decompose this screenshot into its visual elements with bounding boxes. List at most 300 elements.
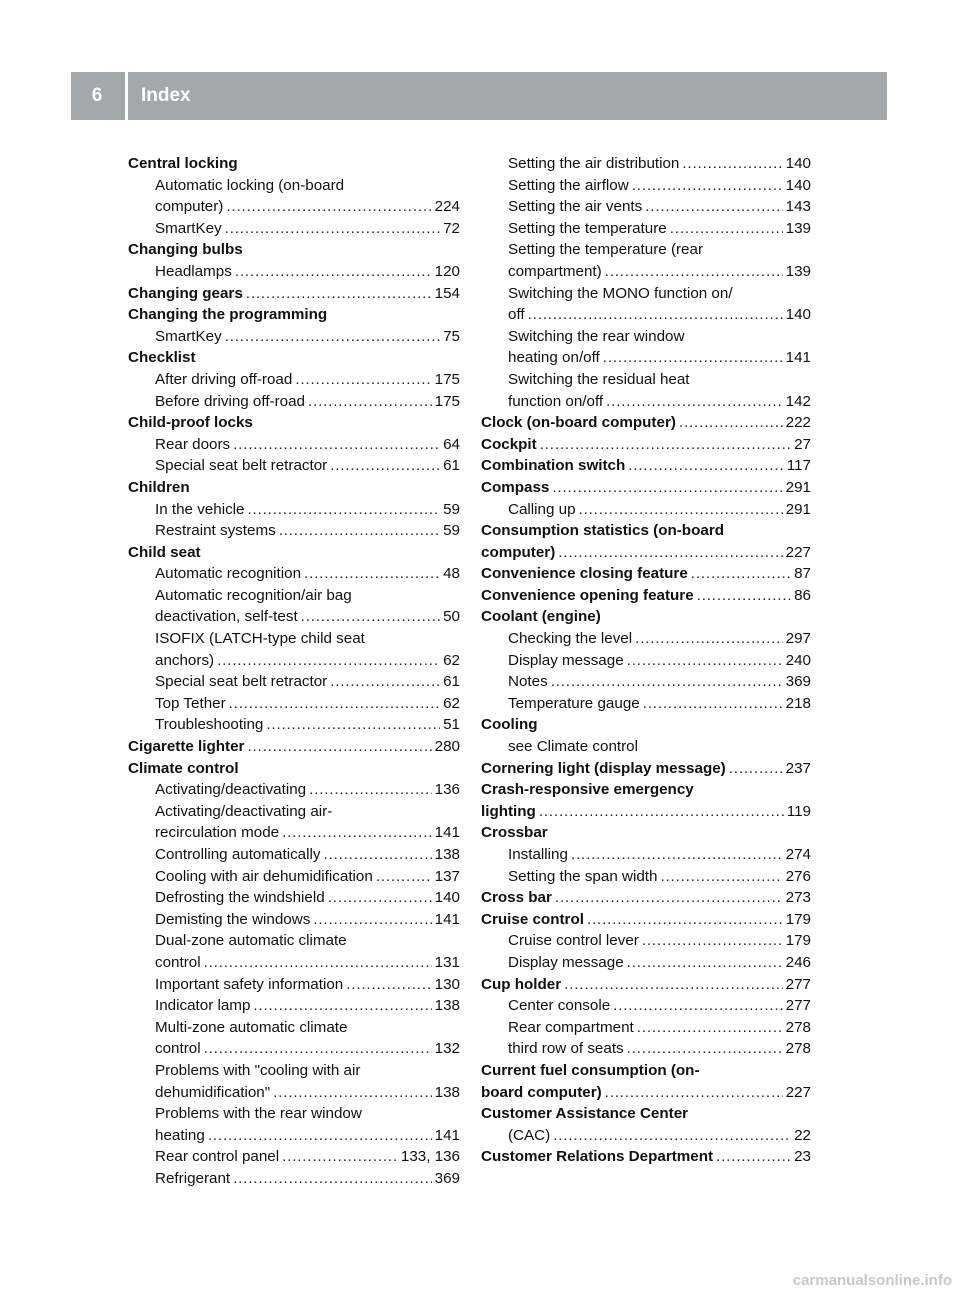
page-reference[interactable]: 246 [785, 953, 811, 971]
dot-leader [697, 585, 791, 607]
index-subentry [128, 887, 460, 909]
page-reference[interactable]: 276 [785, 867, 811, 885]
entry-text: Setting the airflow [508, 176, 629, 194]
index-subentry [128, 693, 460, 715]
dot-leader [204, 1038, 432, 1060]
index-subentry [128, 1146, 460, 1168]
header-divider [125, 72, 128, 120]
entry-text: Setting the air vents [508, 198, 643, 216]
page-number: 6 [91, 85, 103, 106]
index-subentry [128, 218, 460, 240]
dot-leader [313, 909, 431, 931]
page-reference[interactable]: 175 [434, 370, 460, 388]
entry-text: Activating/deactivating air- [155, 802, 333, 820]
page-reference[interactable]: 140 [785, 155, 811, 172]
dot-leader [204, 952, 432, 974]
dot-leader [613, 995, 783, 1017]
page-reference[interactable]: 278 [785, 1040, 811, 1058]
index-subentry [128, 1082, 460, 1104]
page-reference[interactable]: 130 [434, 975, 460, 993]
entry-text: Cooling with air dehumidification [155, 867, 373, 885]
index-entry [481, 758, 811, 780]
dot-leader [552, 477, 782, 499]
page-reference[interactable]: 59 [443, 500, 460, 518]
page-reference[interactable]: 138 [434, 1083, 460, 1101]
index-subentry [481, 736, 811, 758]
page-reference[interactable]: 61 [443, 673, 460, 691]
entry-text: Problems with the rear window [155, 1105, 362, 1123]
page-reference[interactable]: 278 [785, 1018, 811, 1036]
index-subentry [128, 434, 460, 456]
page-reference[interactable]: 75 [443, 327, 460, 345]
entry-text: Rear compartment [508, 1018, 634, 1036]
entry-text: ISOFIX (LATCH-type child seat [155, 630, 365, 648]
entry-text: Before driving off-road [155, 392, 305, 410]
index-subentry [128, 628, 460, 650]
index-subentry [128, 822, 460, 844]
entry-text: control [155, 1040, 201, 1058]
entry-text: Top Tether [155, 694, 226, 712]
entry-text: Switching the rear window [508, 327, 685, 345]
page-reference[interactable]: 138 [434, 846, 460, 863]
entry-text: computer) [481, 543, 556, 561]
entry-text: Consumption statistics (on-board [481, 522, 724, 540]
index-column-right [481, 153, 811, 1168]
page-reference[interactable]: 175 [434, 392, 460, 410]
page-reference[interactable]: 140 [785, 176, 811, 194]
entry-text: computer) [155, 198, 224, 216]
index-subentry [481, 196, 811, 218]
page-reference[interactable]: 27 [794, 435, 811, 453]
dot-leader [328, 887, 432, 909]
dot-leader [248, 499, 441, 521]
entry-text: Setting the air distribution [508, 155, 680, 172]
index-entry [128, 477, 460, 499]
dot-leader [309, 779, 432, 801]
page-reference[interactable]: 227 [785, 543, 811, 561]
entry-text: Crash-responsive emergency [481, 781, 694, 799]
index-entry [128, 542, 460, 564]
index-subentry [128, 844, 460, 866]
entry-text: In the vehicle [155, 500, 245, 518]
index-entry [481, 779, 811, 801]
index-subentry [481, 930, 811, 952]
entry-text: Defrosting the windshield [155, 889, 325, 907]
entry-text: Cigarette lighter [128, 738, 245, 756]
page-reference[interactable]: 240 [785, 651, 811, 669]
dot-leader [539, 801, 784, 823]
page-reference[interactable]: 61 [443, 457, 460, 475]
entry-text: Dual-zone automatic climate [155, 932, 347, 950]
index-entry [481, 1146, 811, 1168]
dot-leader [660, 866, 782, 888]
index-subentry [481, 628, 811, 650]
entry-text: Checklist [128, 349, 196, 367]
entry-text: SmartKey [155, 327, 222, 345]
page-reference[interactable]: 117 [786, 457, 811, 475]
page-reference[interactable]: 141 [434, 824, 460, 842]
page-reference[interactable]: 141 [434, 1126, 460, 1144]
entry-text: Clock (on-board computer) [481, 414, 676, 432]
page-reference[interactable]: 369 [785, 673, 811, 691]
index-entry [128, 736, 460, 758]
page-reference[interactable]: 277 [785, 997, 811, 1015]
index-subentry [128, 1168, 460, 1190]
entry-text: Children [128, 478, 190, 496]
dot-leader [627, 650, 783, 672]
entry-text: Cooling [481, 716, 538, 734]
dot-leader [716, 1146, 791, 1168]
dot-leader [603, 347, 783, 369]
page-reference[interactable]: 136 [434, 781, 460, 799]
index-subentry [128, 952, 460, 974]
dot-leader [233, 1168, 432, 1190]
index-subentry [128, 650, 460, 672]
header-bar [71, 72, 887, 120]
entry-text: Rear control panel [155, 1148, 280, 1166]
page-reference[interactable]: 62 [443, 694, 460, 712]
index-subentry [128, 1017, 460, 1039]
dot-leader [605, 1082, 783, 1104]
entry-text: board computer) [481, 1083, 602, 1101]
index-entry [481, 974, 811, 996]
index-subentry [481, 866, 811, 888]
index-subentry [128, 499, 460, 521]
entry-text: Setting the span width [508, 867, 658, 885]
page-reference[interactable]: 140 [434, 889, 460, 907]
entry-text: Customer Relations Department [481, 1148, 714, 1166]
index-subentry [481, 1125, 811, 1147]
entry-text: Automatic recognition/air bag [155, 586, 352, 604]
index-subentry [128, 671, 460, 693]
dot-leader [528, 304, 783, 326]
dot-leader [645, 196, 782, 218]
entry-text: Cup holder [481, 975, 562, 993]
page-reference[interactable]: 51 [443, 716, 460, 734]
entry-text: Compass [481, 478, 550, 496]
index-subentry [481, 218, 811, 240]
index-entry [481, 542, 811, 564]
page-reference[interactable]: 179 [785, 910, 811, 928]
index-subentry [481, 283, 811, 305]
dot-leader [330, 455, 440, 477]
entry-text: Demisting the windows [155, 910, 311, 928]
index-subentry [481, 175, 811, 197]
dot-leader [253, 995, 431, 1017]
index-subentry [128, 1103, 460, 1125]
entry-text: Automatic locking (on-board [155, 176, 345, 194]
page-reference[interactable]: 274 [785, 846, 811, 863]
entry-text: Activating/deactivating [155, 781, 307, 799]
page-reference[interactable]: 138 [434, 997, 460, 1015]
index-subentry [128, 391, 460, 413]
entry-text: Special seat belt retractor [155, 457, 328, 475]
dot-leader [247, 736, 431, 758]
dot-leader [304, 563, 440, 585]
entry-text: anchors) [155, 651, 215, 669]
index-subentry [128, 369, 460, 391]
dot-leader [346, 974, 431, 996]
index-subentry [128, 175, 460, 197]
index-subentry [128, 196, 460, 218]
page-reference[interactable]: 277 [785, 975, 811, 993]
entry-text: Combination switch [481, 457, 626, 475]
index-entry [481, 563, 811, 585]
entry-text: Customer Assistance Center [481, 1105, 689, 1123]
entry-text: (CAC) [508, 1126, 551, 1144]
index-entry [481, 1103, 811, 1125]
entry-text: Checking the level [508, 630, 633, 648]
index-subentry [128, 1038, 460, 1060]
dot-leader [246, 283, 432, 305]
entry-text: Indicator lamp [155, 997, 251, 1015]
dot-leader [308, 391, 432, 413]
entry-text: Refrigerant [155, 1169, 231, 1187]
dot-leader [301, 606, 440, 628]
entry-text: see Climate control [508, 738, 638, 756]
entry-text: Calling up [508, 500, 576, 518]
page-reference[interactable]: 133, 136 [400, 1148, 460, 1166]
index-subentry [128, 261, 460, 283]
dot-leader [670, 218, 783, 240]
dot-leader [682, 153, 782, 175]
page-reference[interactable]: 143 [785, 198, 811, 216]
dot-leader [540, 434, 791, 456]
page-reference[interactable]: 142 [785, 392, 811, 410]
dot-leader [606, 391, 783, 413]
page-reference[interactable]: 179 [785, 932, 811, 950]
entry-text: Setting the temperature [508, 219, 667, 237]
entry-text: Troubleshooting [155, 716, 264, 734]
entry-text: deactivation, self-test [155, 608, 298, 626]
index-entry [481, 585, 811, 607]
dot-leader [225, 218, 440, 240]
dot-leader [376, 866, 432, 888]
page-reference[interactable]: 62 [443, 651, 460, 669]
index-subentry [128, 909, 460, 931]
dot-leader [564, 974, 783, 996]
entry-text: Notes [508, 673, 548, 691]
entry-text: recirculation mode [155, 824, 280, 842]
entry-text: Convenience closing feature [481, 565, 688, 583]
entry-text: Changing bulbs [128, 241, 243, 259]
index-entry [481, 455, 811, 477]
page-title: Index [141, 85, 191, 106]
index-entry [481, 520, 811, 542]
entry-text: Cornering light (display message) [481, 759, 726, 777]
dot-leader [628, 455, 784, 477]
dot-leader [208, 1125, 432, 1147]
dot-leader [266, 714, 440, 736]
index-subentry [481, 347, 811, 369]
index-entry [481, 1082, 811, 1104]
index-entry [128, 758, 460, 780]
index-column-left [128, 153, 460, 1190]
entry-text: Cruise control [481, 910, 584, 928]
index-entry [481, 412, 811, 434]
page-reference[interactable]: 154 [434, 284, 460, 302]
page-reference[interactable]: 222 [785, 414, 811, 432]
entry-text: Special seat belt retractor [155, 673, 328, 691]
entry-text: Current fuel consumption (on- [481, 1061, 700, 1079]
page-reference[interactable]: 137 [434, 867, 460, 885]
page-reference[interactable]: 280 [434, 738, 460, 756]
index-entry [481, 1060, 811, 1082]
page-reference[interactable]: 140 [785, 306, 811, 324]
entry-text: Climate control [128, 759, 239, 777]
entry-text: dehumidification" [155, 1083, 271, 1101]
index-subentry [128, 606, 460, 628]
entry-text: Automatic recognition [155, 565, 302, 583]
index-subentry [128, 455, 460, 477]
entry-text: SmartKey [155, 219, 222, 237]
dot-leader [691, 563, 791, 585]
entry-text: Restraint systems [155, 522, 276, 540]
index-entry [128, 412, 460, 434]
dot-leader [229, 693, 440, 715]
index-subentry [481, 1017, 811, 1039]
page-reference[interactable]: 132 [434, 1040, 460, 1058]
dot-leader [627, 1038, 783, 1060]
page-reference[interactable]: 120 [434, 262, 460, 280]
dot-leader [571, 844, 783, 866]
dot-leader [632, 175, 783, 197]
index-subentry [481, 693, 811, 715]
index-subentry [128, 563, 460, 585]
entry-text: lighting [481, 802, 536, 820]
index-subentry [128, 801, 460, 823]
index-subentry [128, 1060, 460, 1082]
page-reference[interactable]: 50 [443, 608, 460, 626]
index-entry [481, 606, 811, 628]
page-reference[interactable]: 131 [434, 953, 460, 971]
dot-leader [579, 499, 783, 521]
index-subentry [481, 671, 811, 693]
index-entry [481, 822, 811, 844]
index-subentry [481, 650, 811, 672]
index-subentry [128, 866, 460, 888]
index-subentry [481, 952, 811, 974]
dot-leader [635, 628, 783, 650]
page-reference[interactable]: 59 [443, 522, 460, 540]
index-entry [481, 434, 811, 456]
page-reference[interactable]: 48 [443, 565, 460, 583]
page-reference[interactable]: 141 [785, 349, 811, 367]
index-subentry [481, 153, 811, 175]
dot-leader [558, 542, 782, 564]
entry-text: off [508, 306, 525, 324]
page-reference[interactable]: 22 [794, 1126, 811, 1144]
entry-text: After driving off-road [155, 370, 293, 388]
dot-leader [587, 909, 783, 931]
page-reference[interactable]: 291 [785, 478, 811, 496]
watermark: carmanualsonline.info [792, 1272, 952, 1289]
page-reference[interactable]: 227 [785, 1083, 811, 1101]
entry-text: Changing gears [128, 284, 243, 302]
entry-text: Headlamps [155, 262, 232, 280]
entry-text: function on/off [508, 392, 604, 410]
page-reference[interactable]: 139 [785, 219, 811, 237]
index-subentry [481, 1038, 811, 1060]
dot-leader [551, 671, 783, 693]
page-reference[interactable]: 72 [443, 219, 460, 237]
entry-text: Display message [508, 953, 624, 971]
entry-text: Temperature gauge [508, 694, 640, 712]
page-reference[interactable]: 297 [785, 630, 811, 648]
entry-text: control [155, 953, 201, 971]
index-entry [128, 304, 460, 326]
page-reference[interactable]: 139 [785, 262, 811, 280]
dot-leader [235, 261, 432, 283]
dot-leader [279, 520, 440, 542]
entry-text: Display message [508, 651, 624, 669]
page-reference[interactable]: 224 [434, 198, 460, 216]
index-subentry [481, 369, 811, 391]
entry-text: Rear doors [155, 435, 231, 453]
page-reference[interactable]: 23 [794, 1148, 811, 1166]
index-subentry [128, 714, 460, 736]
entry-text: Controlling automatically [155, 846, 321, 863]
index-entry [481, 477, 811, 499]
dot-leader [282, 822, 432, 844]
page-reference[interactable]: 291 [785, 500, 811, 518]
index-entry [128, 283, 460, 305]
index-subentry [481, 995, 811, 1017]
entry-text: Crossbar [481, 824, 548, 842]
index-entry [481, 909, 811, 931]
dot-leader [643, 693, 783, 715]
entry-text: heating [155, 1126, 205, 1144]
page-reference[interactable]: 86 [794, 586, 811, 604]
index-subentry [481, 261, 811, 283]
entry-text: Changing the programming [128, 306, 328, 324]
entry-text: Central locking [128, 155, 238, 172]
page-reference[interactable]: 64 [443, 435, 460, 453]
entry-text: Important safety information [155, 975, 344, 993]
index-entry [481, 801, 811, 823]
entry-text: Cruise control lever [508, 932, 639, 950]
entry-text: third row of seats [508, 1040, 624, 1058]
index-entry [128, 153, 460, 175]
page-reference[interactable]: 218 [785, 694, 811, 712]
entry-text: Cross bar [481, 889, 552, 907]
dot-leader [729, 758, 783, 780]
index-subentry [128, 520, 460, 542]
page-reference[interactable]: 141 [434, 910, 460, 928]
index-subentry [128, 779, 460, 801]
page-reference[interactable]: 87 [794, 565, 811, 583]
page-reference[interactable]: 119 [786, 802, 811, 820]
page-reference[interactable]: 273 [785, 889, 811, 907]
dot-leader [225, 326, 440, 348]
dot-leader [642, 930, 783, 952]
index-subentry [128, 930, 460, 952]
entry-text: Coolant (engine) [481, 608, 601, 626]
index-entry [481, 714, 811, 736]
index-subentry [128, 995, 460, 1017]
index-subentry [481, 499, 811, 521]
dot-leader [553, 1125, 791, 1147]
entry-text: Installing [508, 846, 568, 863]
page-reference[interactable]: 237 [785, 759, 811, 777]
entry-text: Child seat [128, 543, 201, 561]
dot-leader [273, 1082, 432, 1104]
entry-text: Center console [508, 997, 611, 1015]
page-reference[interactable]: 369 [434, 1169, 460, 1187]
entry-text: Convenience opening feature [481, 586, 694, 604]
index-subentry [128, 585, 460, 607]
index-entry [481, 887, 811, 909]
